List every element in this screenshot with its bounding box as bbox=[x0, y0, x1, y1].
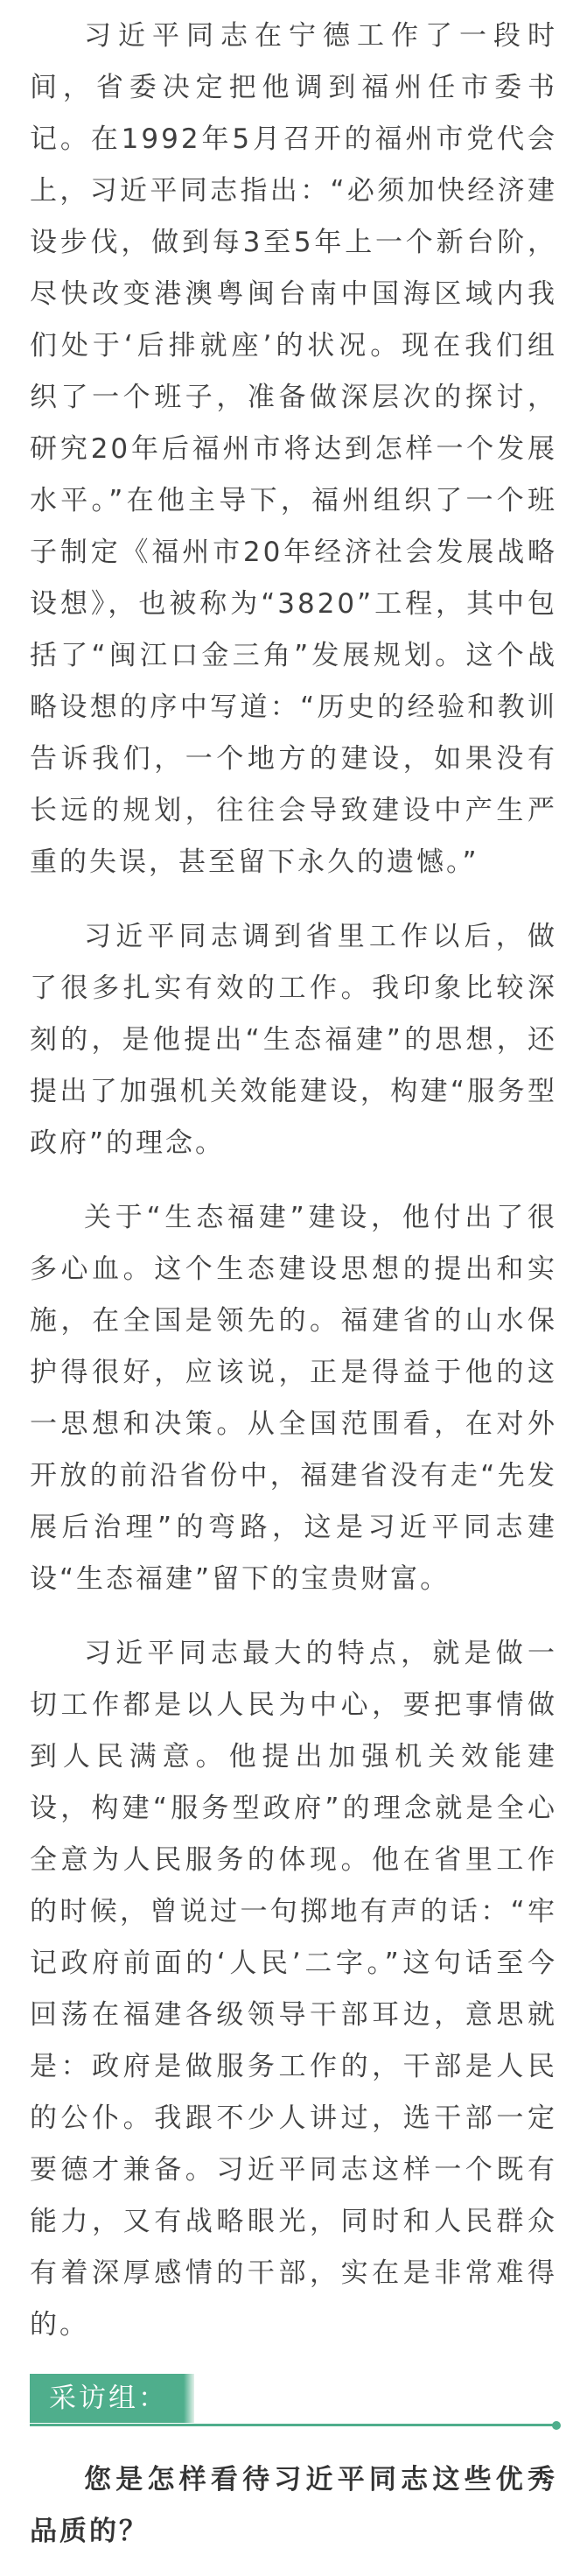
divider-end-dot-icon bbox=[552, 2421, 561, 2430]
paragraph-ecological-fujian: 关于“生态福建”建设，他付出了很多心血。这个生态建设思想的提出和实施，在全国是领先的。福建省的山水保护得很好，应该说，正是得益于他的这一思想和决策。从全国范围看，在对外开放的前沿省份中，福建省没有走“先发展后治理”的弯路，这是习近平同志建设“生态福建”留下的宝贵财富。 bbox=[30, 1202, 557, 1595]
interview-question: 您是怎样看待习近平同志这些优秀品质的？ bbox=[30, 2464, 557, 2547]
interview-section-header bbox=[30, 2374, 557, 2428]
paragraph-fuzhou-3820: 习近平同志在宁德工作了一段时间，省委决定把他调到福州任市委书记。在1992年5月召开的福州市党代会上，习近平同志指出：“必须加快经济建设步伐，做到每3至5年上一个新台阶，尽快改变港澳粤闽台南中国海区域内我们处于‘后排就座’的状况。现在我们组织了一个班子，准备做深层次的探讨，研究20年后福州市将达到怎样一个发展水平。”在他主导下，福州组织了一个班子制定《福州市20年经济社会发展战略设想》，也被称为“3820”工程，其中包括了“闽江口金三角”发展规划。这个战略设想的序中写道：“历史的经验和教训告诉我们，一个地方的建设，如果没有长远的规划，往往会导致建设中产生严重的失误，甚至留下永久的遗憾。” bbox=[30, 20, 557, 878]
section-tab-fold-icon bbox=[184, 2374, 194, 2423]
paragraph-people-centered: 习近平同志最大的特点，就是做一切工作都是以人民为中心，要把事情做到人民满意。他提出加强机关效能建设，构建“服务型政府”的理念就是全心全意为人民服务的体现。他在省里工作的时候，曾说过一句掷地有声的话：“牢记政府前面的‘人民’二字。”这句话至今回荡在福建各级领导干部耳边，意思就是：政府是做服务工作的，干部是人民的公仆。我跟不少人讲过，选干部一定要德才兼备。习近平同志这样一个既有能力，又有战略眼光，同时和人民群众有着深厚感情的干部，实在是非常难得的。 bbox=[30, 1638, 557, 2341]
paragraph-province-work: 习近平同志调到省里工作以后，做了很多扎实有效的工作。我印象比较深刻的，是他提出“生态福建”的思想，还提出了加强机关效能建设，构建“服务型政府”的理念。 bbox=[30, 921, 557, 1159]
section-label: 采访组： bbox=[30, 2374, 192, 2423]
section-divider-line bbox=[30, 2424, 557, 2426]
